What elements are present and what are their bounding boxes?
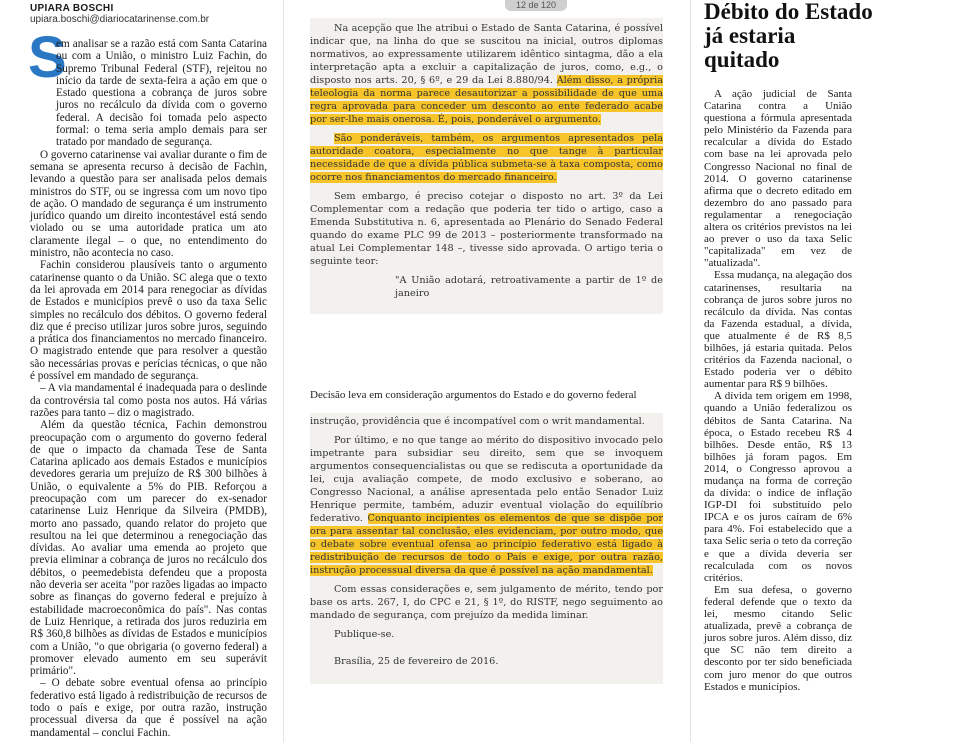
author-name: UPIARA BOSCHI: [30, 3, 114, 14]
plain-text: Sem embargo, é preciso cotejar o disposto no art. 3º da Lei Complementar com a redação que poderia ter tido o artigo, caso a Emenda Substitutiva n. 6, apresentada ao Plenário do Senado Federal quando do exame PLC 99 de 2013 – posteriormente transformado na atual Lei Complementar 148 –, tivesse sido aprovada. O artigo teria o seguinte teor:: [310, 191, 663, 267]
scan-paragraph: [310, 628, 663, 641]
plain-text: instrução, providência que é incompatível com o writ mandamental.: [310, 416, 645, 427]
scan-paragraph: [310, 415, 663, 428]
plain-text: Com essas considerações e, sem julgamento de mérito, tendo por base os arts. 267, I, do CPC e 21, § 1º, do RISTF, nego seguimento ao mandado de segurança, com prejuízo da medida liminar.: [310, 584, 663, 621]
article-headline: Débito do Estado já estaria quitado: [704, 0, 873, 72]
highlighted-text: Conquanto incipientes os elementos de que se dispõe por ora para assentar tal conclusão, eles evidenciam, por outro modo, que o debate sobre eventual ofensa ao princípio federativo está ligado à redistribuição de recursos de todo o País e exige, por outra razão, instrução processual diversa da que é possível na ação mandamental.: [310, 513, 663, 576]
highlighted-text: Além disso, a própria teleologia da norma parece desautorizar a possibilidade de que uma regra aprovada para conceder um desconto ao ente federado acabe por ser-lhe mais onerosa. É, pois, ponderável o argumento.: [310, 75, 663, 125]
scan-paragraph: [310, 132, 663, 184]
drop-cap: S: [28, 25, 67, 90]
plain-text: Por último, e no que tange ao mérito do dispositivo invocado pelo impetrante para subsidiar seu direito, sem que se invoquem argumentos consequencialistas ou que se rediscuta a oportunidade da lei, cuja avaliação compete, de modo exclusivo e soberano, ao Congresso Nacional, a análise apresentada pelo então Senador Luiz Henrique permite, também, aduzir eventual violação do equilíbrio federativo.: [310, 435, 663, 524]
article-paragraph: O governo catarinense vai avaliar durante o fim de semana se apresenta recurso à decisão de Fachin, levando a questão para ser analisada pelos demais ministros do STF, ou se ingressa com um novo tipo de ação. O mandado de segurança é um instrumento jurídico quando um direito incontestável está sendo violado ou se uma autoridade pratica um ato claramente ilegal – o que, no entendimento do ministro, não acontecia no caso.: [30, 148, 267, 260]
column-divider: [283, 0, 284, 742]
article-paragraph: Essa mudança, na alegação dos catarinenses, resultaria na cobrança de juros sobre juros no recálculo da dívida. Nas contas da Fazenda estadual, a dívida, que atualmente é de R$ 8,5 bilhões, já estaria quitada. Pelos critérios da Fazenda nacional, o Estado poderia ver o débito aumentar para R$ 9 bilhões.: [704, 269, 852, 391]
article-paragraph: A dívida tem origem em 1998, quando a União federalizou os débitos de Santa Catarina. Na época, o Estado recebeu R$ 4 bilhões. Desde então, R$ 13 bilhões já foram pagos. Em 2014, o Congresso aprovou a mudança na forma de correção da dívida: o índice de inflação IGP-DI foi substituído pelo IPCA e os juros caíram de 6% para 4%. Foi estabelecido que a taxa Selic seria o teto da correção e que a dívida deveria ser recalculada com os novos critérios.: [704, 390, 852, 584]
article-paragraph: A ação judicial de Santa Catarina contra a União questiona a fórmula apresentada pelo Ministério da Fazenda para recalcular a dívida do Estado com base na lei aprovada pelo Congresso Nacional no final de 2014. O governo catarinense afirma que o decreto editado em dezembro do ano passado para regulamentar a renegociação altera os critérios previstos na lei ao prever o uso da taxa Selic "capitalizada" em vez de "atualizada".: [704, 88, 852, 270]
court-decision-scan-bottom: [310, 413, 663, 684]
scan-paragraph: [310, 583, 663, 622]
highlighted-text: São ponderáveis, também, os argumentos apresentados pela autoridade coatora, especialmente no que tange à particular necessidade de que a dívida pública submeta-se à taxa composta, como ocorre nos financiamentos do mercado financeiro.: [310, 133, 663, 183]
court-decision-scan-top: [310, 18, 663, 314]
article-paragraph: – A via mandamental é inadequada para o deslinde da controvérsia tal como posta nos autos. Há várias razões para tanto – diz o magistrado.: [30, 382, 267, 419]
scan-paragraph: [310, 22, 663, 126]
scan-paragraph: [310, 434, 663, 577]
article-paragraph: – O debate sobre eventual ofensa ao princípio federativo está ligado à redistribuição de recursos de todo o país e exige, por outra razão, instrução processual diversa da que é possível na ação mandamental – conclui Fachin.: [30, 677, 267, 739]
article-paragraph: Além da questão técnica, Fachin demonstrou preocupação com o argumento do governo federal de que o impacto da chamada Tese de Santa Catarina aplicado aos demais Estados e municípios devedores geraria um prejuízo de R$ 300 bilhões à União, o equivalente a 5% do PIB. Reforçou a preocupação com um parecer do ex-senador catarinense Luiz Henrique da Silveira (PMDB), morto ano passado, quando relator do projeto que resultou na lei que determinou a renegociação das dívidas. Ao avaliar uma emenda ao projeto que previa eliminar a cobrança de juros no recálculo dos débitos, o peemedebista defendeu que a proposta não deveria ser aceita "por razões ligadas ao impacto sobre as finanças do governo federal e prejuízo à estabilidade macroeconômica do país". Nas contas de Luiz Henrique, a retirada dos juros reduziria em R$ 360,8 bilhões as dívidas de Estados e municípios com a União, "o que obrigaria (o governo federal) a promover elevado aumento em seu superávit primário".: [30, 419, 267, 678]
article-left-column: [28, 25, 267, 739]
signoff: Brasília, 25 de fevereiro de 2016.: [334, 656, 499, 667]
quote-line: "A União adotará, retroativamente a partir de 1º de janeiro: [395, 275, 663, 299]
article-paragraph: Em sua defesa, o governo federal defende que o texto da lei, mesmo citando Selic atualizada, prevê a cobrança de juros sobre juros. Além disso, diz que SC não tem direito a desconto por ter sido beneficiada com juro menor do que outros Estados e municípios.: [704, 583, 852, 693]
page-indicator[interactable]: 12 de 120: [505, 0, 567, 11]
plain-text: Na acepção que lhe atribui o Estado de Santa Catarina, é possível indicar que, na linha do que se suscitou na inicial, outros diplomas normativos, ao expressamente utilizarem idêntico sintagma, dão a ela interpretação apta a excluir a capitalização de juros, como, e.g., o disposto nos arts. 20, § 6º, e 29 da Lei 8.880/94.: [310, 23, 663, 86]
scan-paragraph: [310, 190, 663, 268]
image-caption: Decisão leva em consideração argumentos do Estado e do governo federal: [310, 389, 637, 401]
author-email: upiara.boschi@diariocatarinense.com.br: [30, 14, 210, 25]
article-paragraph: em analisar se a razão está com Santa Catarina ou com a União, o ministro Luiz Fachin, do Supremo Tribunal Federal (STF), rejeitou no início da tarde de sexta-feira a ação em que o Estado questiona a cobrança de juros sobre juros no recálculo da dívida com o governo federal. A decisão foi tomada pelo aspecto formal: o tema seria amplo demais para ser tratado por mandado de segurança.: [56, 38, 267, 149]
plain-text: Publique-se.: [334, 629, 395, 640]
article-right-column: [704, 88, 852, 693]
column-divider: [690, 0, 691, 742]
article-paragraph: Fachin considerou plausíveis tanto o argumento catarinense quanto o da União. SC alega que o texto da lei aprovada em 2014 para renegociar as dívidas de Estados e municípios prevê o uso da taxa Selic simples no recálculo dos débitos. O governo federal diz que é preciso utilizar juros sobre juros, seguindo a prática dos financiamentos no mercado financeiro. O magistrado entende que para resolver a questão são necessárias provas e perícias técnicas, o que não é possível em mandado de segurança.: [30, 259, 267, 383]
